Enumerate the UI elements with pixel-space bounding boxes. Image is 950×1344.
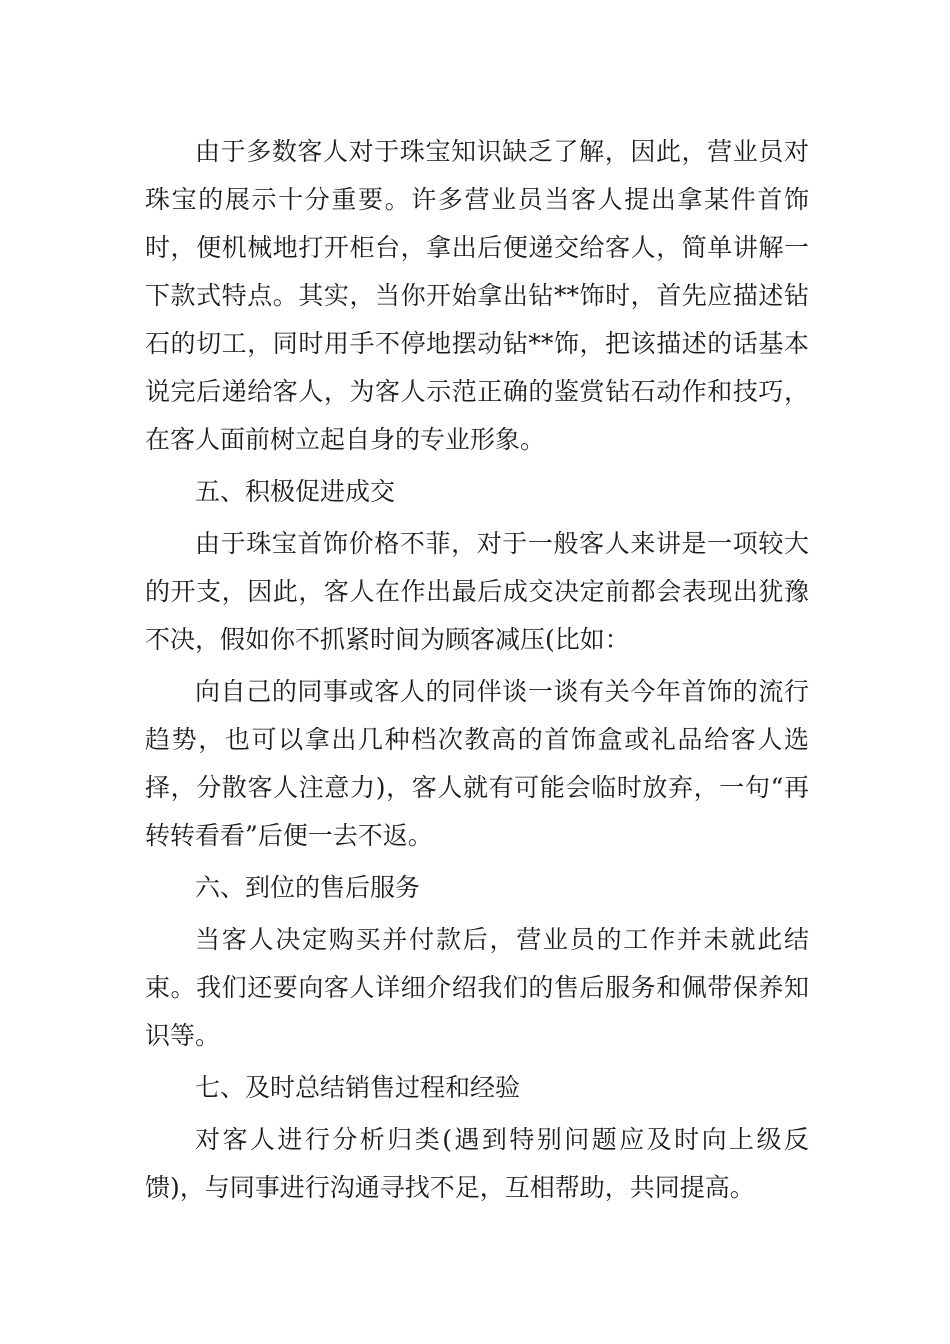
paragraph-summary: 对客人进行分析归类(遇到特别问题应及时向上级反馈)，与同事进行沟通寻找不足，互相帮助，共同提高。	[145, 1125, 809, 1202]
paragraph-distraction: 向自己的同事或客人的同伴谈一谈有关今年首饰的流行趋势，也可以拿出几种档次教高的首饰盒或礼品给客人选择，分散客人注意力)，客人就有可能会临时放弃，一句“再转转看看”后便一去不返。	[145, 677, 809, 850]
document-body	[145, 128, 809, 1216]
section-heading-5: 五、积极促进成交	[195, 477, 396, 506]
paragraph-jewelry-display: 由于多数客人对于珠宝知识缺乏了解，因此，营业员对珠宝的展示十分重要。许多营业员当客人提出拿某件首饰时，便机械地打开柜台，拿出后便递交给客人，简单讲解一下款式特点。其实，当你开始拿出钻**饰时，首先应描述钻石的切工，同时用手不停地摆动钻**饰，把该描述的话基本说完后递给客人，为客人示范正确的鉴赏钻石动作和技巧，在客人面前树立起自身的专业形象。	[145, 137, 809, 454]
section-heading-7: 七、及时总结销售过程和经验	[195, 1073, 521, 1102]
section-heading-6: 六、到位的售后服务	[195, 873, 421, 902]
paragraph-after-sales: 当客人决定购买并付款后，营业员的工作并未就此结束。我们还要向客人详细介绍我们的售后服务和佩带保养知识等。	[145, 925, 809, 1050]
paragraph-closing-deal: 由于珠宝首饰价格不菲，对于一般客人来讲是一项较大的开支，因此，客人在作出最后成交决定前都会表现出犹豫不决，假如你不抓紧时间为顾客减压(比如：	[145, 529, 809, 654]
